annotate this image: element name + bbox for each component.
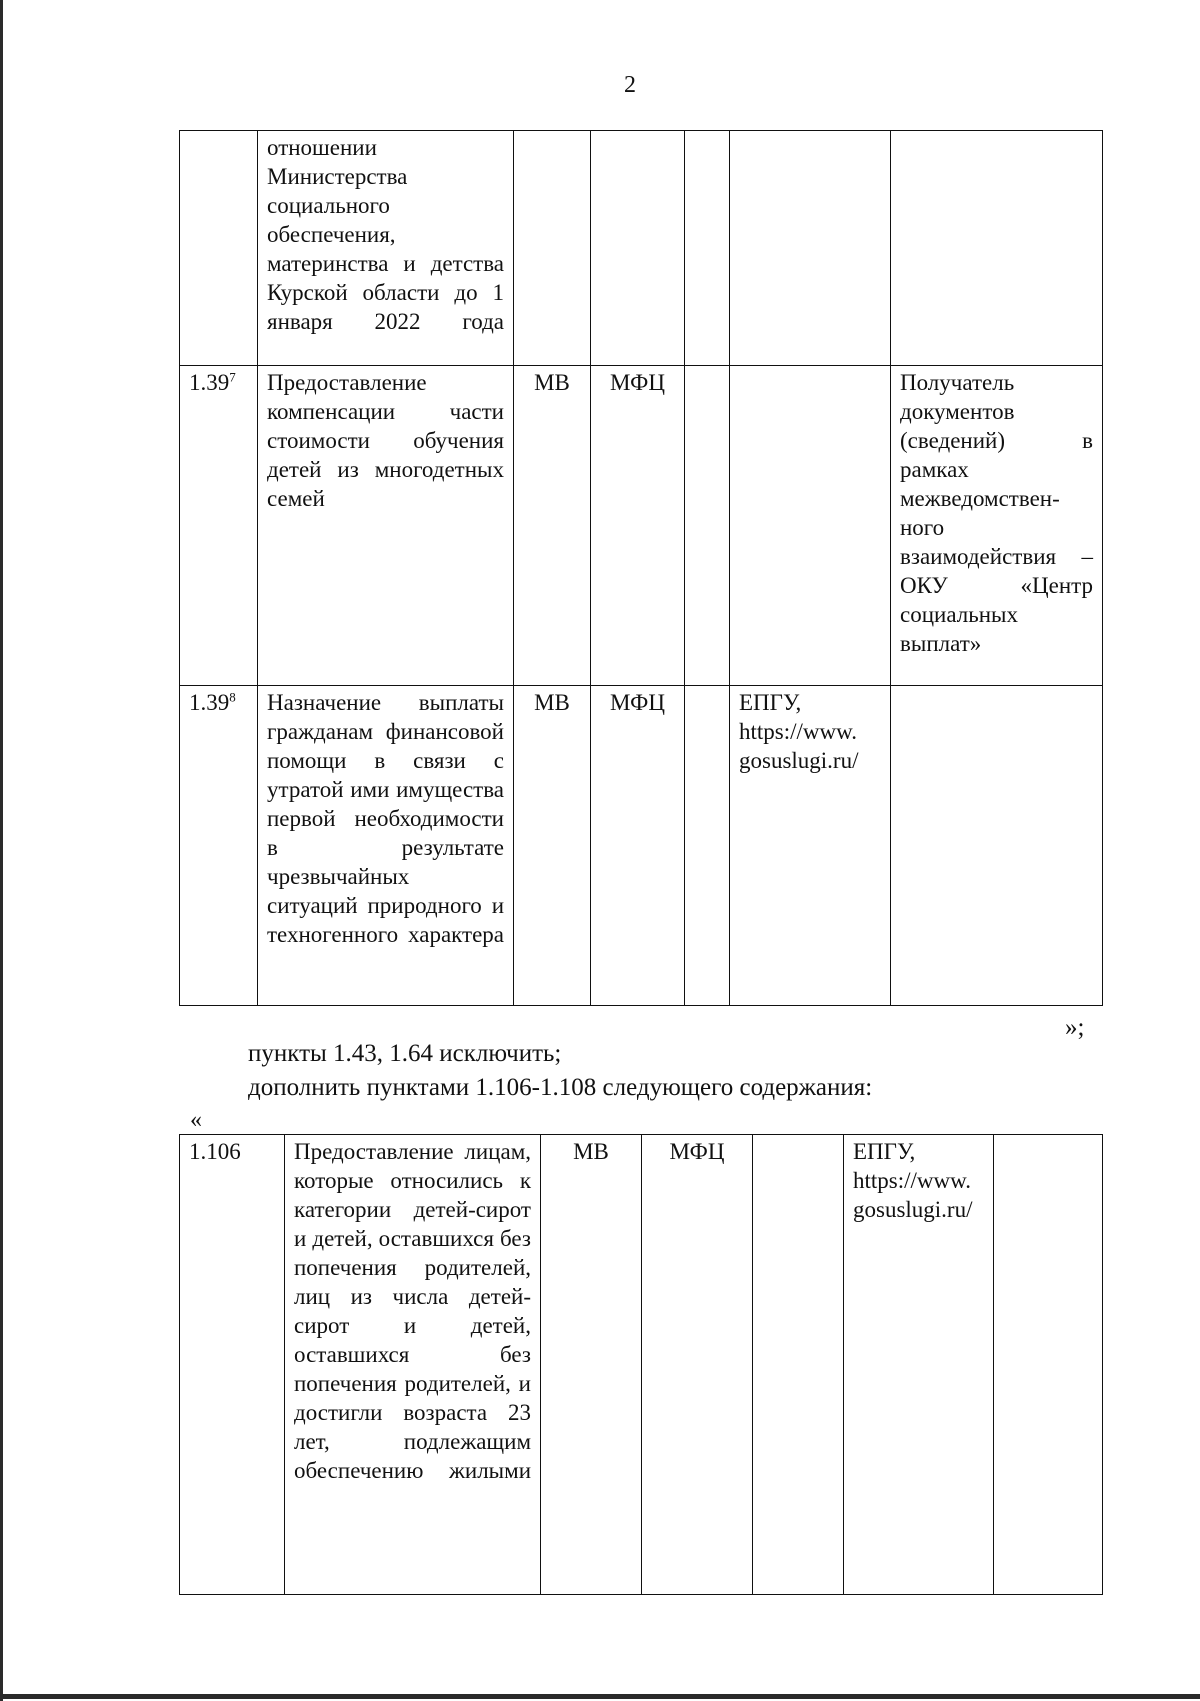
cell-service-name: Предоставление компенсации части стоимости обучения детей из многодетных семей xyxy=(258,366,514,686)
scan-edge-left xyxy=(0,0,3,1701)
portal-line: ЕПГУ, xyxy=(739,690,802,715)
cell-interaction-type xyxy=(514,131,591,366)
cell-note xyxy=(891,131,1103,366)
table-row xyxy=(180,686,1103,1006)
cell-empty xyxy=(685,131,730,366)
cell-empty xyxy=(753,1135,844,1595)
cell-interaction-type: МВ xyxy=(541,1135,642,1595)
cell-interaction-type: МВ xyxy=(514,686,591,1006)
cell-portal xyxy=(844,1135,994,1595)
cell-center: МФЦ xyxy=(642,1135,753,1595)
cell-service-name: Предоставление лицам, которые относились к категории детей-сирот и детей, оставшихся без попечения родителей, лиц из числа детей-сирот и детей, оставшихся без попечения родителей, и достигли возраста 23 лет, подлежащим обеспечению жилыми xyxy=(285,1135,541,1595)
table-row xyxy=(180,131,1103,366)
portal-link[interactable]: gosuslugi.ru/ xyxy=(739,748,859,773)
cell-service-name: отношении Министерства социального обеспечения, материнства и детства Курской области до 1 января 2022 года xyxy=(258,131,514,366)
cell-note: Получатель документов (сведений) в рамках межведомствен-ного взаимодействия – ОКУ «Центр социальных выплат» xyxy=(891,366,1103,686)
cell-number xyxy=(180,131,258,366)
cell-note xyxy=(994,1135,1103,1595)
cell-portal xyxy=(730,131,891,366)
portal-link[interactable]: https://www. xyxy=(853,1168,971,1193)
page-number: 2 xyxy=(624,72,636,98)
cell-empty xyxy=(685,366,730,686)
cell-note xyxy=(891,686,1103,1006)
cell-number: 1.106 xyxy=(180,1135,285,1595)
portal-link[interactable]: https://www. xyxy=(739,719,857,744)
cell-empty xyxy=(685,686,730,1006)
table-row xyxy=(180,1135,1103,1595)
paragraph-exclude-items: пункты 1.43, 1.64 исключить; xyxy=(248,1040,562,1067)
cell-portal xyxy=(730,686,891,1006)
portal-link[interactable]: gosuslugi.ru/ xyxy=(853,1197,973,1222)
scan-edge-bottom xyxy=(0,1694,1200,1699)
cell-center xyxy=(591,131,685,366)
cell-portal xyxy=(730,366,891,686)
closing-quote: »; xyxy=(1065,1014,1085,1041)
cell-center: МФЦ xyxy=(591,366,685,686)
opening-quote: « xyxy=(190,1107,202,1133)
cell-center: МФЦ xyxy=(591,686,685,1006)
cell-number: 1.39$^8$ xyxy=(180,686,258,1006)
paragraph-add-items: дополнить пунктами 1.106-1.108 следующего содержания: xyxy=(248,1074,873,1101)
cell-interaction-type: МВ xyxy=(514,366,591,686)
cell-number: 1.39$^7$ xyxy=(180,366,258,686)
services-table-additions xyxy=(179,1134,1103,1595)
portal-line: ЕПГУ, xyxy=(853,1139,916,1164)
cell-service-name: Назначение выплаты гражданам финансовой помощи в связи с утратой ими имущества первой необходимости в результате чрезвычайных ситуаций природного и техногенного характера xyxy=(258,686,514,1006)
services-table-continued xyxy=(179,130,1103,1006)
table-row xyxy=(180,366,1103,686)
